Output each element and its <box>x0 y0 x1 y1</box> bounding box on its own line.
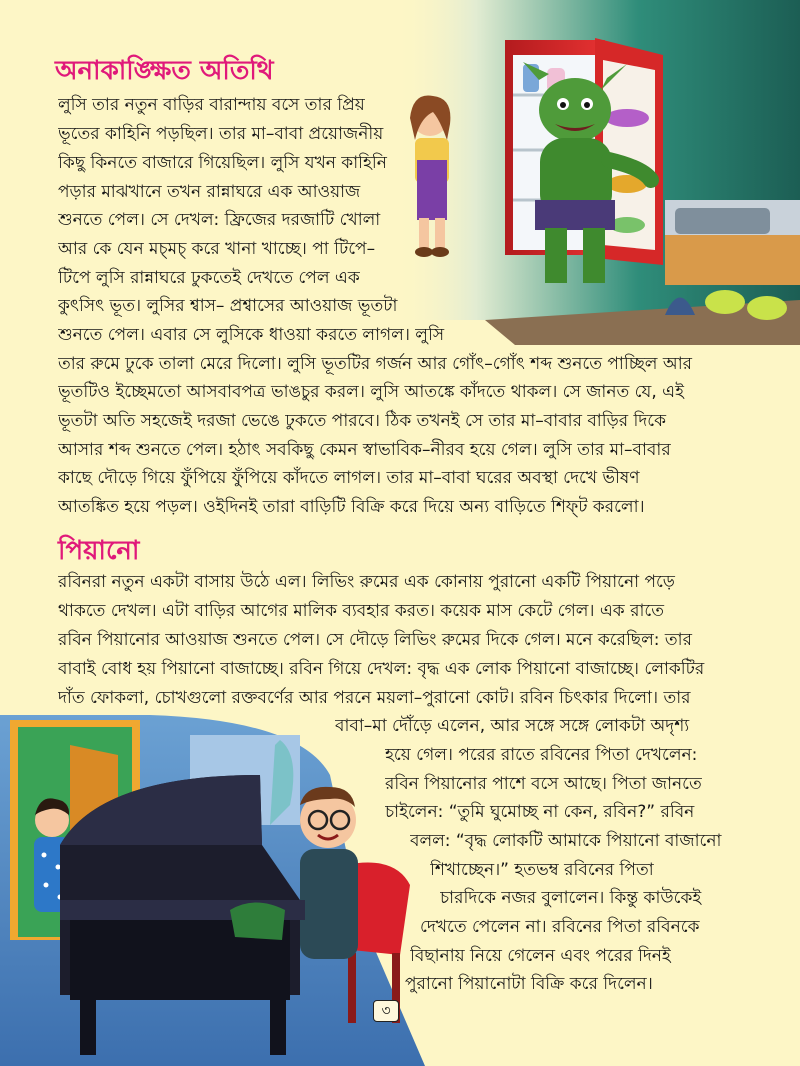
story2-line-7: হয়ে গেল। পরের রাতে রবিনের পিতা দেখলেন: <box>385 745 698 765</box>
story2-line-12: চারদিকে নজর বুলালেন। কিন্তু কাউকেই <box>440 888 702 908</box>
story1-line-4: পড়ার মাঝখানে তখন রান্নাঘরে এক আওয়াজ <box>58 182 361 202</box>
story1-line-9: শুনতে পেল। এবার সে লুসিকে ধাওয়া করতে লাগল। লুসি <box>58 325 445 345</box>
story2-line-2: থাকতে দেখল। এটা বাড়ির আগের মালিক ব্যবহার করত। কয়েক মাস কেটে গেল। এক রাতে <box>58 601 664 621</box>
story2-line-1: রবিনরা নতুন একটা বাসায় উঠে এল। লিভিং রুমের এক কোনায় পুরানো একটি পিয়ানো পড়ে <box>58 572 675 592</box>
story1-title: অনাকাঙ্ক্ষিত অতিথি <box>55 56 274 86</box>
story2-line-5: দাঁত ফোকলা, চোখগুলো রক্তবর্ণের আর পরনে ময়লা–পুরানো কোট। রবিন চিৎকার দিলো। তার <box>58 688 691 708</box>
story1-line-5: শুনতে পেল। সে দেখল: ফ্রিজের দরজাটি খোলা <box>58 210 381 230</box>
story2-line-8: রবিন পিয়ানোর পাশে বসে আছে। পিতা জানতে <box>385 774 702 794</box>
page-number: ৩ <box>373 1000 399 1022</box>
story1-line-15: আতঙ্কিত হয়ে পড়ল। ওইদিনই তারা বাড়িটি বিক্রি করে দিয়ে অন্য বাড়িতে শিফ্‌ট করলো। <box>58 497 645 517</box>
story1-line-11: ভূতটিও ইচ্ছেমতো আসবাবপত্র ভাঙচুর করল। লুসি আতঙ্কে কাঁদতে থাকল। সে জানত যে, এই <box>58 382 684 402</box>
story1-line-10: তার রুমে ঢুকে তালা মেরে দিলো। লুসি ভূতটির গর্জন আর গোঁৎ–গোঁৎ শব্দ শুনতে পাচ্ছিল আর <box>58 354 693 374</box>
story2-line-9: চাইলেন: “তুমি ঘুমোচ্ছ না কেন, রবিন?” রবিন <box>385 802 695 822</box>
story2-line-11: শিখাচ্ছেন।” হতভম্ব রবিনের পিতা <box>430 860 654 880</box>
story1-line-12: ভূতটা অতি সহজেই দরজা ভেঙে ঢুকতে পারবে। ঠিক তখনই সে তার মা–বাবার বাড়ির দিকে <box>58 411 667 431</box>
story2-line-14: বিছানায় নিয়ে গেলেন এবং পরের দিনই <box>410 946 671 966</box>
story2-line-13: দেখতে পেলেন না। রবিনের পিতা রবিনকে <box>420 917 700 937</box>
story2-line-10: বলল: “বৃদ্ধ লোকটি আমাকে পিয়ানো বাজানো <box>410 831 722 851</box>
story1-line-14: কাছে দৌড়ে গিয়ে ফুঁপিয়ে ফুঁপিয়ে কাঁদতে লাগল। তার মা–বাবা ঘরের অবস্থা দেখে ভীষণ <box>58 468 640 488</box>
story1-line-8: কুৎসিৎ ভূত। লুসির শ্বাস– প্রশ্বাসের আওয়াজ ভূতটা <box>58 296 398 316</box>
story2-line-15: পুরানো পিয়ানোটা বিক্রি করে দিলেন। <box>405 974 653 994</box>
story2-line-6: বাবা–মা দৌঁড়ে এলেন, আর সঙ্গে সঙ্গে লোকটা অদৃশ্য <box>335 716 690 736</box>
story1-line-1: লুসি তার নতুন বাড়ির বারান্দায় বসে তার প্রিয় <box>58 95 365 115</box>
story1-line-13: আসার শব্দ শুনতে পেল। হঠাৎ সবকিছু কেমন স্বাভাবিক–নীরব হয়ে গেল। লুসি তার মা–বাবার <box>58 440 671 460</box>
story2-line-3: রবিন পিয়ানোর আওয়াজ শুনতে পেল। সে দৌড়ে লিভিং রুমের দিকে গেল। মনে করেছিল: তার <box>58 630 692 650</box>
story1-line-3: কিছু কিনতে বাজারে গিয়েছিল। লুসি যখন কাহিনি <box>58 153 387 173</box>
story1-line-2: ভূতের কাহিনি পড়ছিল। তার মা–বাবা প্রয়োজনীয় <box>58 124 384 144</box>
story2-title: পিয়ানো <box>58 536 140 566</box>
story1-line-6: আর কে যেন মচ্‌মচ্‌ করে খানা খাচ্ছে। পা টিপে– <box>58 239 376 259</box>
piano-illustration <box>0 715 425 1066</box>
story1-line-7: টিপে লুসি রান্নাঘরে ঢুকতেই দেখতে পেল এক <box>58 268 360 288</box>
story2-line-4: বাবাই বোধ হয় পিয়ানো বাজাচ্ছে। রবিন গিয়ে দেখল: বৃদ্ধ এক লোক পিয়ানো বাজাচ্ছে। লোকটির <box>58 659 705 679</box>
